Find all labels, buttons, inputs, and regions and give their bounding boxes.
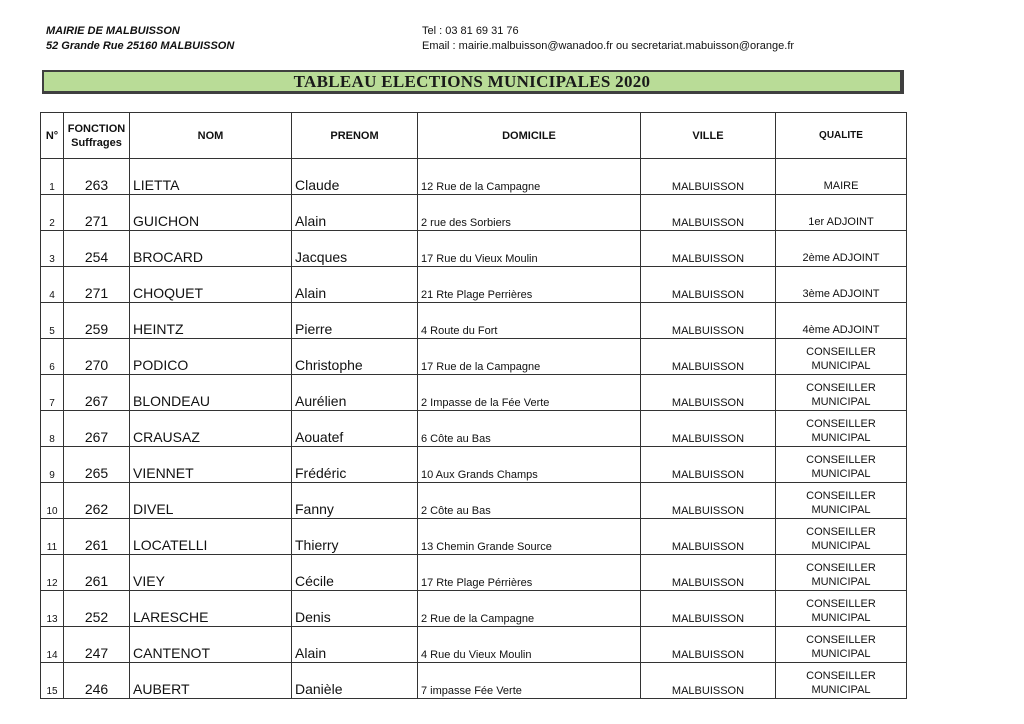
row-suffrages: 261 bbox=[64, 555, 130, 591]
row-ville: MALBUISSON bbox=[641, 303, 776, 339]
row-number: 10 bbox=[41, 483, 64, 519]
row-qualite: MAIRE bbox=[776, 159, 907, 195]
row-qualite-line2: MUNICIPAL bbox=[811, 540, 871, 552]
table-row bbox=[41, 591, 907, 627]
table-row bbox=[41, 483, 907, 519]
row-ville: MALBUISSON bbox=[641, 663, 776, 699]
row-number: 15 bbox=[41, 663, 64, 699]
row-number: 14 bbox=[41, 627, 64, 663]
row-qualite-line2: MUNICIPAL bbox=[811, 648, 871, 660]
row-domicile: 2 Côte au Bas bbox=[418, 483, 641, 519]
header-fonction-line2: Suffrages bbox=[71, 136, 122, 149]
row-domicile: 7 impasse Fée Verte bbox=[418, 663, 641, 699]
row-nom: CANTENOT bbox=[130, 627, 292, 663]
row-suffrages: 259 bbox=[64, 303, 130, 339]
row-ville: MALBUISSON bbox=[641, 375, 776, 411]
row-suffrages: 265 bbox=[64, 447, 130, 483]
row-qualite-line2: MUNICIPAL bbox=[811, 468, 871, 480]
row-ville: MALBUISSON bbox=[641, 591, 776, 627]
row-nom: VIEY bbox=[130, 555, 292, 591]
row-number: 11 bbox=[41, 519, 64, 555]
row-prenom: Fanny bbox=[292, 483, 418, 519]
row-qualite bbox=[776, 555, 907, 591]
row-qualite-line1: CONSEILLER bbox=[806, 526, 876, 538]
row-qualite-line1: CONSEILLER bbox=[806, 382, 876, 394]
row-prenom: Aurélien bbox=[292, 375, 418, 411]
row-number: 6 bbox=[41, 339, 64, 375]
table-row bbox=[41, 447, 907, 483]
row-qualite-line1: CONSEILLER bbox=[806, 562, 876, 574]
table-row bbox=[41, 339, 907, 375]
row-suffrages: 267 bbox=[64, 411, 130, 447]
contact-block bbox=[422, 24, 794, 54]
row-qualite-line2: MUNICIPAL bbox=[811, 396, 871, 408]
row-domicile: 12 Rue de la Campagne bbox=[418, 159, 641, 195]
row-number: 13 bbox=[41, 591, 64, 627]
row-nom: CHOQUET bbox=[130, 267, 292, 303]
row-qualite-line1: CONSEILLER bbox=[806, 454, 876, 466]
table-header-row bbox=[41, 113, 907, 159]
row-nom: GUICHON bbox=[130, 195, 292, 231]
row-prenom: Pierre bbox=[292, 303, 418, 339]
row-domicile: 4 Route du Fort bbox=[418, 303, 641, 339]
row-prenom: Christophe bbox=[292, 339, 418, 375]
header-ville: VILLE bbox=[641, 113, 776, 159]
row-qualite-line2: MUNICIPAL bbox=[811, 684, 871, 696]
table-row bbox=[41, 159, 907, 195]
mairie-address-block bbox=[46, 24, 234, 54]
row-domicile: 4 Rue du Vieux Moulin bbox=[418, 627, 641, 663]
row-qualite-line2: MUNICIPAL bbox=[811, 612, 871, 624]
elections-table bbox=[40, 112, 907, 699]
row-qualite bbox=[776, 591, 907, 627]
row-number: 9 bbox=[41, 447, 64, 483]
header-qualite-label: QUALITE bbox=[819, 129, 863, 141]
row-ville: MALBUISSON bbox=[641, 159, 776, 195]
row-qualite-line2: MUNICIPAL bbox=[811, 432, 871, 444]
row-prenom: Aouatef bbox=[292, 411, 418, 447]
row-prenom: Jacques bbox=[292, 231, 418, 267]
row-prenom: Danièle bbox=[292, 663, 418, 699]
table-row bbox=[41, 519, 907, 555]
row-ville: MALBUISSON bbox=[641, 195, 776, 231]
row-domicile: 2 Impasse de la Fée Verte bbox=[418, 375, 641, 411]
row-ville: MALBUISSON bbox=[641, 483, 776, 519]
row-number: 3 bbox=[41, 231, 64, 267]
row-qualite bbox=[776, 447, 907, 483]
row-qualite-line1: CONSEILLER bbox=[806, 490, 876, 502]
row-qualite-line1: CONSEILLER bbox=[806, 670, 876, 682]
row-number: 8 bbox=[41, 411, 64, 447]
row-qualite-line2: MUNICIPAL bbox=[811, 576, 871, 588]
row-number: 7 bbox=[41, 375, 64, 411]
row-qualite bbox=[776, 411, 907, 447]
row-qualite-line1: CONSEILLER bbox=[806, 598, 876, 610]
row-nom: DIVEL bbox=[130, 483, 292, 519]
row-ville: MALBUISSON bbox=[641, 411, 776, 447]
row-ville: MALBUISSON bbox=[641, 627, 776, 663]
row-prenom: Claude bbox=[292, 159, 418, 195]
row-qualite bbox=[776, 375, 907, 411]
header-prenom: PRENOM bbox=[292, 113, 418, 159]
row-prenom: Thierry bbox=[292, 519, 418, 555]
row-prenom: Denis bbox=[292, 591, 418, 627]
row-suffrages: 247 bbox=[64, 627, 130, 663]
row-qualite-line2: MUNICIPAL bbox=[811, 504, 871, 516]
mairie-address: 52 Grande Rue 25160 MALBUISSON bbox=[46, 40, 235, 52]
row-nom: LARESCHE bbox=[130, 591, 292, 627]
table-row bbox=[41, 411, 907, 447]
row-suffrages: 271 bbox=[64, 195, 130, 231]
table-body bbox=[41, 159, 907, 699]
table-row bbox=[41, 375, 907, 411]
table-row bbox=[41, 195, 907, 231]
row-ville: MALBUISSON bbox=[641, 519, 776, 555]
row-number: 1 bbox=[41, 159, 64, 195]
row-number: 4 bbox=[41, 267, 64, 303]
row-nom: VIENNET bbox=[130, 447, 292, 483]
row-qualite bbox=[776, 483, 907, 519]
header-domicile: DOMICILE bbox=[418, 113, 641, 159]
row-prenom: Cécile bbox=[292, 555, 418, 591]
row-ville: MALBUISSON bbox=[641, 555, 776, 591]
title-banner bbox=[42, 70, 904, 94]
row-qualite bbox=[776, 519, 907, 555]
row-nom: BROCARD bbox=[130, 231, 292, 267]
row-number: 5 bbox=[41, 303, 64, 339]
row-domicile: 6 Côte au Bas bbox=[418, 411, 641, 447]
header-fonction-line1: FONCTION bbox=[67, 122, 126, 135]
row-qualite bbox=[776, 627, 907, 663]
email-text: Email : mairie.malbuisson@wanadoo.fr ou secretariat.mabuisson@orange.fr bbox=[422, 40, 795, 52]
row-domicile: 2 rue des Sorbiers bbox=[418, 195, 641, 231]
row-qualite-line1: CONSEILLER bbox=[806, 346, 876, 358]
row-nom: LOCATELLI bbox=[130, 519, 292, 555]
row-suffrages: 270 bbox=[64, 339, 130, 375]
row-ville: MALBUISSON bbox=[641, 267, 776, 303]
table-row bbox=[41, 627, 907, 663]
table-row bbox=[41, 231, 907, 267]
row-ville: MALBUISSON bbox=[641, 231, 776, 267]
row-qualite-line2: MUNICIPAL bbox=[811, 360, 871, 372]
row-prenom: Alain bbox=[292, 627, 418, 663]
table-row bbox=[41, 267, 907, 303]
row-suffrages: 263 bbox=[64, 159, 130, 195]
row-nom: AUBERT bbox=[130, 663, 292, 699]
row-qualite: 3ème ADJOINT bbox=[776, 267, 907, 303]
row-nom: HEINTZ bbox=[130, 303, 292, 339]
row-suffrages: 254 bbox=[64, 231, 130, 267]
header-fonction bbox=[64, 113, 130, 159]
header-num: N° bbox=[41, 113, 64, 159]
row-prenom: Frédéric bbox=[292, 447, 418, 483]
row-nom: LIETTA bbox=[130, 159, 292, 195]
header-nom: NOM bbox=[130, 113, 292, 159]
row-domicile: 2 Rue de la Campagne bbox=[418, 591, 641, 627]
row-qualite-line1: CONSEILLER bbox=[806, 634, 876, 646]
row-ville: MALBUISSON bbox=[641, 339, 776, 375]
row-domicile: 13 Chemin Grande Source bbox=[418, 519, 641, 555]
row-qualite: 2ème ADJOINT bbox=[776, 231, 907, 267]
row-prenom: Alain bbox=[292, 267, 418, 303]
table-row bbox=[41, 663, 907, 699]
row-domicile: 17 Rte Plage Pérrières bbox=[418, 555, 641, 591]
telephone-text: Tel : 03 81 69 31 76 bbox=[422, 25, 519, 37]
row-qualite bbox=[776, 339, 907, 375]
row-qualite: 1er ADJOINT bbox=[776, 195, 907, 231]
row-suffrages: 262 bbox=[64, 483, 130, 519]
row-number: 2 bbox=[41, 195, 64, 231]
header-qualite bbox=[776, 113, 907, 159]
mairie-name: MAIRIE DE MALBUISSON bbox=[46, 25, 180, 37]
row-nom: CRAUSAZ bbox=[130, 411, 292, 447]
row-qualite: 4ème ADJOINT bbox=[776, 303, 907, 339]
row-nom: BLONDEAU bbox=[130, 375, 292, 411]
row-domicile: 10 Aux Grands Champs bbox=[418, 447, 641, 483]
row-suffrages: 261 bbox=[64, 519, 130, 555]
table-row bbox=[41, 555, 907, 591]
page-title: TABLEAU ELECTIONS MUNICIPALES 2020 bbox=[293, 72, 651, 91]
row-domicile: 21 Rte Plage Perrières bbox=[418, 267, 641, 303]
row-qualite bbox=[776, 663, 907, 699]
row-suffrages: 246 bbox=[64, 663, 130, 699]
row-domicile: 17 Rue du Vieux Moulin bbox=[418, 231, 641, 267]
row-suffrages: 267 bbox=[64, 375, 130, 411]
row-qualite-line1: CONSEILLER bbox=[806, 418, 876, 430]
row-suffrages: 271 bbox=[64, 267, 130, 303]
table-row bbox=[41, 303, 907, 339]
row-domicile: 17 Rue de la Campagne bbox=[418, 339, 641, 375]
row-number: 12 bbox=[41, 555, 64, 591]
row-suffrages: 252 bbox=[64, 591, 130, 627]
row-ville: MALBUISSON bbox=[641, 447, 776, 483]
row-prenom: Alain bbox=[292, 195, 418, 231]
row-nom: PODICO bbox=[130, 339, 292, 375]
